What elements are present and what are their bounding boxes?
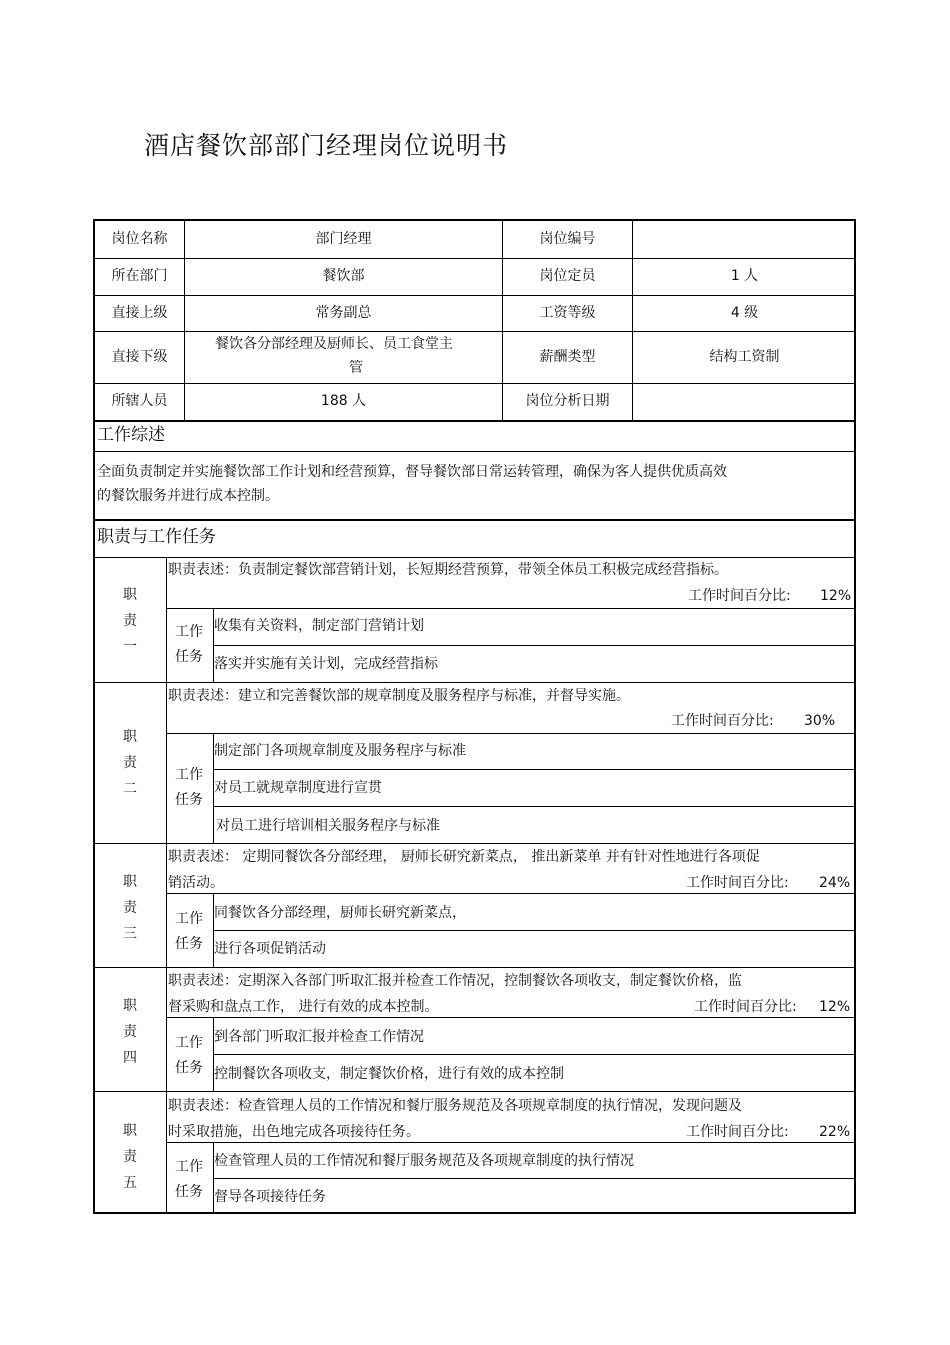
duty-5-task-1: 检查管理人员的工作情况和餐厅服务规范及各项规章制度的执行情况 [214, 1153, 634, 1169]
duty-4-pct: 12% [819, 999, 851, 1015]
duty-2-pct-label: 工作时间百分比: [671, 713, 774, 729]
label-department: 所在部门 [111, 268, 168, 284]
duties-heading: 职责与工作任务 [97, 527, 216, 547]
duty-4-pct-label: 工作时间百分比: [694, 999, 797, 1015]
duty-2-task-3: 对员工进行培训相关服务程序与标准 [216, 818, 440, 834]
value-staff-count: 188 人 [320, 393, 367, 409]
value-headcount: 1 人 [730, 268, 759, 284]
duty-5-desc-1: 职责表述：检查管理人员的工作情况和餐厅服务规范及各项规章制度的执行情况，发现问题及 [168, 1098, 742, 1114]
duty-1-task-label: 工作 任务 [175, 624, 203, 665]
job-description-table [93, 219, 856, 1214]
label-superior: 直接上级 [111, 305, 168, 321]
duty-3-pct: 24% [819, 875, 851, 891]
summary-heading: 工作综述 [97, 425, 165, 445]
duty-4-desc-1: 职责表述：定期深入各部门听取汇报并检查工作情况，控制餐饮各项收支，制定餐饮价格，监 [168, 973, 742, 989]
duty-2-task-label: 工作 任务 [175, 767, 203, 808]
value-salary-type: 结构工资制 [709, 349, 780, 365]
duty-2-name: 职 责 二 [123, 729, 137, 797]
duty-4-task-2: 控制餐饮各项收支，制定餐饮价格，进行有效的成本控制 [214, 1066, 564, 1082]
label-position-code: 岗位编号 [539, 231, 596, 247]
duty-1-desc: 职责表述：负责制定餐饮部营销计划，长短期经营预算，带领全体员工积极完成经营指标。 [168, 562, 728, 578]
label-analysis-date: 岗位分析日期 [525, 393, 610, 409]
duty-1-pct-label: 工作时间百分比: [688, 588, 791, 604]
duty-3-task-2: 进行各项促销活动 [214, 941, 326, 957]
duty-4-name: 职 责 四 [123, 998, 137, 1066]
value-department: 餐饮部 [322, 268, 365, 284]
value-subordinates-line2: 管 [349, 360, 363, 376]
duty-4-task-label: 工作 任务 [175, 1035, 203, 1076]
label-subordinates: 直接下级 [111, 349, 168, 365]
value-superior: 常务副总 [315, 305, 372, 321]
summary-line-2: 的餐饮服务并进行成本控制。 [97, 488, 279, 504]
duty-1-task-1: 收集有关资料，制定部门营销计划 [214, 618, 424, 634]
value-subordinates-line1: 餐饮各分部经理及厨师长、员工食堂主 [215, 336, 453, 352]
duty-2-task-2: 对员工就规章制度进行宣贯 [214, 780, 382, 796]
duty-4-desc-2: 督采购和盘点工作， 进行有效的成本控制。 [168, 999, 439, 1015]
duty-3-desc-1: 职责表述： 定期同餐饮各分部经理， 厨师长研究新菜点， 推出新菜单 并有针对性地进行各项促 [168, 849, 760, 865]
duty-3-task-label: 工作 任务 [175, 911, 203, 952]
duty-3-name: 职 责 三 [123, 874, 137, 942]
duty-2-task-1: 制定部门各项规章制度及服务程序与标准 [214, 743, 466, 759]
duty-5-name: 职 责 五 [123, 1123, 137, 1191]
duty-1-task-2: 落实并实施有关计划，完成经营指标 [214, 656, 438, 672]
summary-line-1: 全面负责制定并实施餐饮部工作计划和经营预算，督导餐饮部日常运转管理，确保为客人提供优质高效 [97, 464, 727, 480]
duty-2-desc: 职责表述：建立和完善餐饮部的规章制度及服务程序与标准，并督导实施。 [168, 688, 630, 704]
duty-3-desc-2: 销活动。 [168, 875, 224, 891]
label-salary-type: 薪酬类型 [539, 349, 596, 365]
duty-3-task-1: 同餐饮各分部经理，厨师长研究新菜点， [214, 905, 466, 921]
duty-5-desc-2: 时采取措施，出色地完成各项接待任务。 [168, 1124, 420, 1140]
duty-1-name: 职 责 一 [123, 587, 137, 655]
duty-2-pct: 30% [804, 713, 836, 729]
label-staff-count: 所辖人员 [111, 393, 168, 409]
value-pay-grade: 4 级 [730, 305, 759, 321]
label-headcount: 岗位定员 [539, 268, 596, 284]
duty-5-task-2: 督导各项接待任务 [214, 1189, 326, 1205]
duty-5-task-label: 工作 任务 [175, 1159, 203, 1200]
label-pay-grade: 工资等级 [539, 305, 596, 321]
duty-4-task-1: 到各部门听取汇报并检查工作情况 [214, 1029, 424, 1045]
duty-3-pct-label: 工作时间百分比: [686, 875, 789, 891]
duty-1-pct: 12% [820, 588, 852, 604]
duty-5-pct: 22% [819, 1124, 851, 1140]
page-title: 酒店餐饮部部门经理岗位说明书 [144, 131, 509, 160]
label-position-name: 岗位名称 [111, 231, 168, 247]
value-position-name: 部门经理 [315, 231, 372, 247]
duty-5-pct-label: 工作时间百分比: [686, 1124, 789, 1140]
